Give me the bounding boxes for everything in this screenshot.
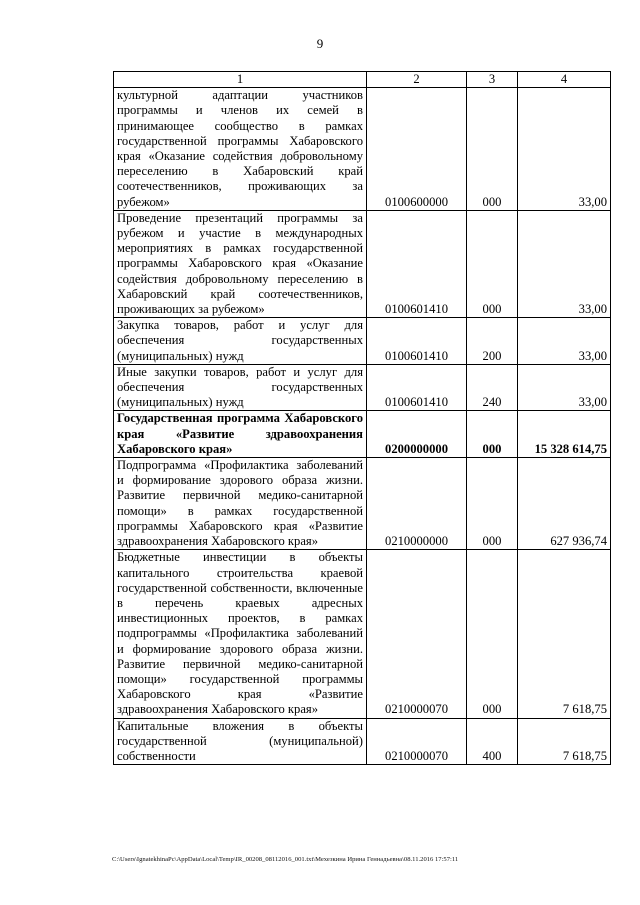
row-code: 0210000070 [367, 718, 467, 765]
row-sum: 33,00 [518, 88, 611, 211]
file-path-footer: C:\Users\IgnatekhinaPc\AppData\Local\Temp\IR_00208_08112016_001.txt\Мехезкина Ирина Геннадьевна\08.11.2016 17:57:11 [112, 856, 459, 863]
budget-table [113, 71, 611, 765]
row-name: Бюджетные инвестиции в объекты капитального строительства краевой государственной собственности, включенные в перечень краевых адресных инвестиционных проектов, в рамках подпрограммы «Профилактика заболеваний и формирование здорового образа жизни. Развитие первичной медико-санитарной помощи» государственной программы Хабаровского края «Развитие здравоохранения Хабаровского края» [114, 550, 367, 718]
column-header-type: 3 [467, 72, 518, 88]
row-name: Иные закупки товаров, работ и услуг для обеспечения государственных (муниципальных) нужд [114, 364, 367, 411]
row-sum: 33,00 [518, 210, 611, 317]
row-type: 200 [467, 318, 518, 365]
row-sum: 627 936,74 [518, 458, 611, 550]
column-header-code: 2 [367, 72, 467, 88]
column-header-sum: 4 [518, 72, 611, 88]
row-code: 0100600000 [367, 88, 467, 211]
table-row [114, 458, 611, 550]
table-row [114, 364, 611, 411]
row-type: 000 [467, 411, 518, 458]
row-name: Подпрограмма «Профилактика заболеваний и формирование здорового образа жизни. Развитие первичной медико-санитарной помощи» в рамках государственной программы Хабаровского края «Развитие здравоохранения Хабаровского края» [114, 458, 367, 550]
table-row [114, 88, 611, 211]
row-type: 000 [467, 210, 518, 317]
table-header-row [114, 72, 611, 88]
row-type: 000 [467, 88, 518, 211]
column-header-name: 1 [114, 72, 367, 88]
row-sum: 33,00 [518, 364, 611, 411]
table-row [114, 718, 611, 765]
row-code: 0200000000 [367, 411, 467, 458]
row-name: Капитальные вложения в объекты государственной (муниципальной) собственности [114, 718, 367, 765]
row-name: Закупка товаров, работ и услуг для обеспечения государственных (муниципальных) нужд [114, 318, 367, 365]
page-number: 9 [316, 36, 324, 51]
row-code: 0100601410 [367, 364, 467, 411]
row-code: 0210000070 [367, 550, 467, 718]
row-code: 0100601410 [367, 210, 467, 317]
row-type: 000 [467, 458, 518, 550]
row-sum: 7 618,75 [518, 718, 611, 765]
table-row [114, 550, 611, 718]
row-code: 0210000000 [367, 458, 467, 550]
row-name: Проведение презентаций программы за рубежом и участие в международных мероприятиях в рамках государственной программы Хабаровского края «Оказание содействия добровольному переселению в Хабаровский край соотечественников, проживающих за рубежом» [114, 210, 367, 317]
row-type: 000 [467, 550, 518, 718]
row-code: 0100601410 [367, 318, 467, 365]
row-sum: 15 328 614,75 [518, 411, 611, 458]
table-row-program [114, 411, 611, 458]
row-name: культурной адаптации участников программы и членов их семей в принимающее сообщество в рамках государственной программы Хабаровского края «Оказание содействия добровольному переселению в Хабаровский край соотечественников, проживающих за рубежом» [114, 88, 367, 211]
row-type: 400 [467, 718, 518, 765]
row-sum: 7 618,75 [518, 550, 611, 718]
row-sum: 33,00 [518, 318, 611, 365]
table-row [114, 318, 611, 365]
row-name: Государственная программа Хабаровского края «Развитие здравоохранения Хабаровского края» [114, 411, 367, 458]
row-type: 240 [467, 364, 518, 411]
table-row [114, 210, 611, 317]
